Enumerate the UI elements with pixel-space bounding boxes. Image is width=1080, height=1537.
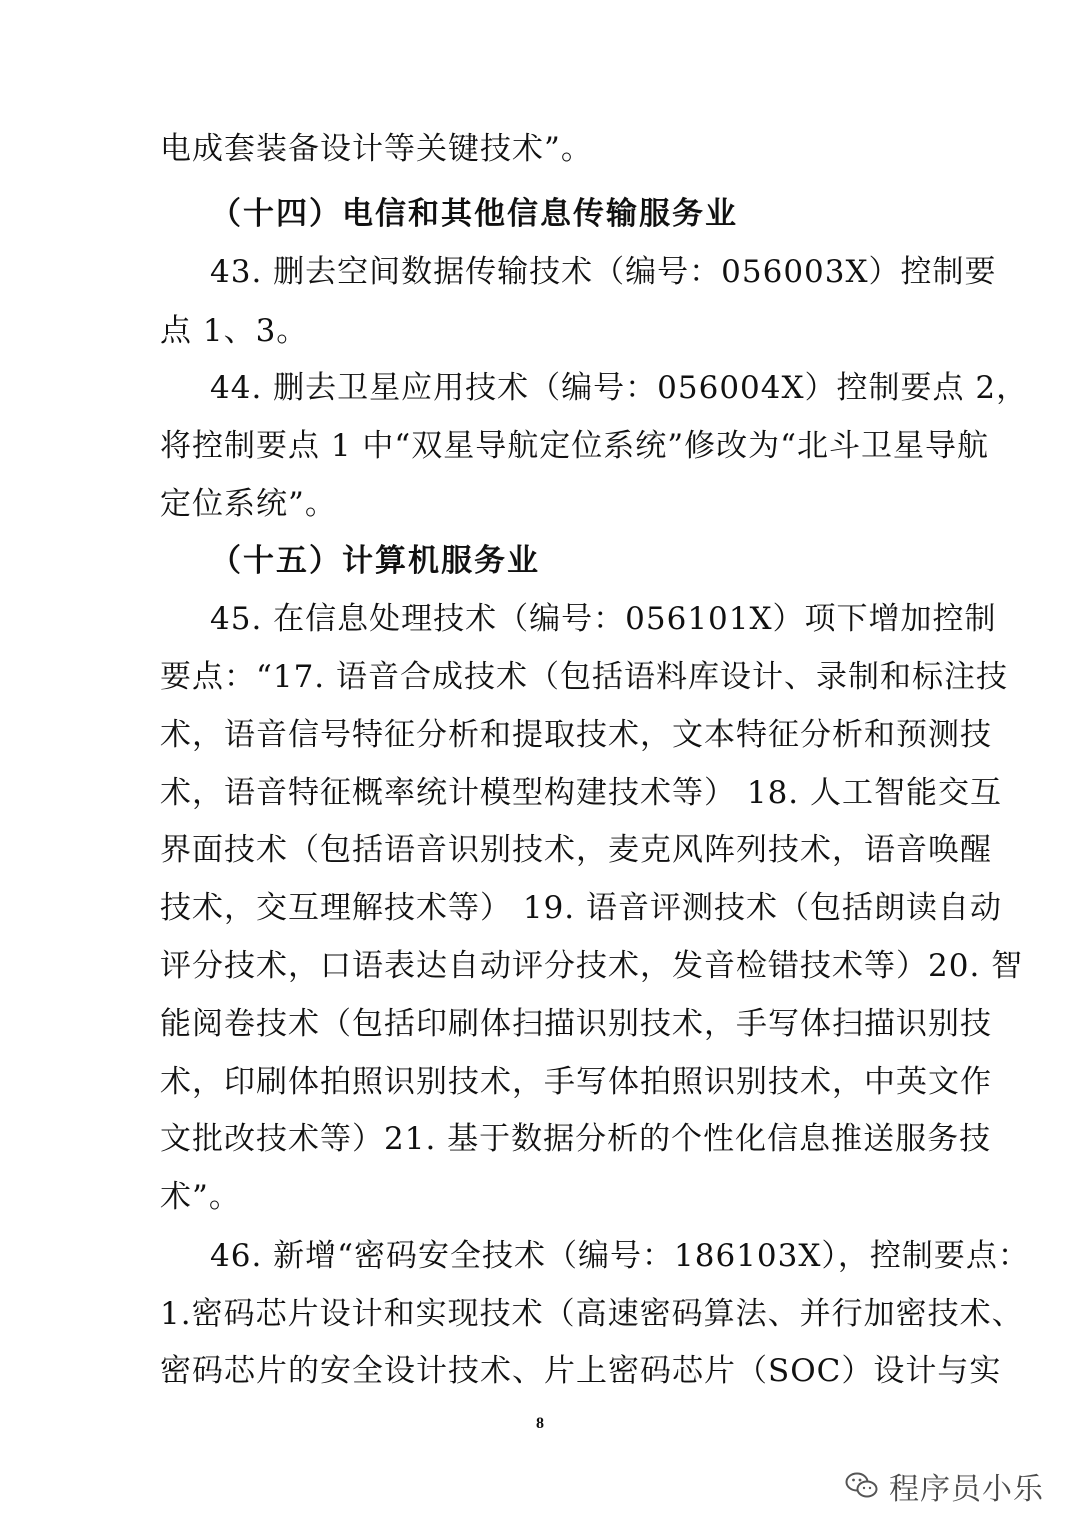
text-line: 技术，交互理解技术等） 19. 语音评测技术（包括朗读自动 — [160, 890, 1003, 926]
text-line: 文批改技术等）21. 基于数据分析的个性化信息推送服务技 — [160, 1121, 992, 1157]
section-heading-14: （十四）电信和其他信息传输服务业 — [210, 196, 738, 232]
text-line: 43. 删去空间数据传输技术（编号：056003X）控制要 — [210, 254, 997, 290]
text-line: 电成套装备设计等关键技术”。 — [160, 131, 593, 167]
section-heading-15: （十五）计算机服务业 — [210, 543, 540, 579]
text-line: 45. 在信息处理技术（编号：056101X）项下增加控制 — [210, 601, 997, 637]
text-line: 44. 删去卫星应用技术（编号：056004X）控制要点 2， — [210, 370, 1029, 406]
wechat-channel-icon — [845, 1471, 879, 1501]
text-line: 术，印刷体拍照识别技术，手写体拍照识别技术，中英文作 — [160, 1064, 992, 1100]
text-line: 点 1、3。 — [160, 313, 309, 349]
text-line: 要点：“17. 语音合成技术（包括语料库设计、录制和标注技 — [160, 659, 1008, 695]
text-line: 46. 新增“密码安全技术（编号：186103X），控制要点： — [210, 1238, 1030, 1274]
text-line: 术”。 — [160, 1179, 241, 1215]
watermark — [845, 1468, 1044, 1507]
text-line: 能阅卷技术（包括印刷体扫描识别技术，手写体扫描识别技 — [160, 1006, 992, 1042]
text-line: 术，语音信号特征分析和提取技术，文本特征分析和预测技 — [160, 717, 992, 753]
text-line: 将控制要点 1 中“双星导航定位系统”修改为“北斗卫星导航 — [160, 428, 989, 464]
page-number: 8 — [536, 1415, 544, 1432]
text-line: 1.密码芯片设计和实现技术（高速密码算法、并行加密技术、 — [160, 1296, 1024, 1332]
text-line: 界面技术（包括语音识别技术，麦克风阵列技术，语音唤醒 — [160, 832, 992, 868]
text-line: 密码芯片的安全设计技术、片上密码芯片（SOC）设计与实 — [160, 1353, 1002, 1389]
text-line: 术，语音特征概率统计模型构建技术等） 18. 人工智能交互 — [160, 775, 1003, 811]
watermark-text: 程序员小乐 — [889, 1472, 1044, 1507]
text-line: 评分技术，口语表达自动评分技术，发音检错技术等）20. 智 — [160, 948, 1024, 984]
text-line: 定位系统”。 — [160, 486, 337, 522]
